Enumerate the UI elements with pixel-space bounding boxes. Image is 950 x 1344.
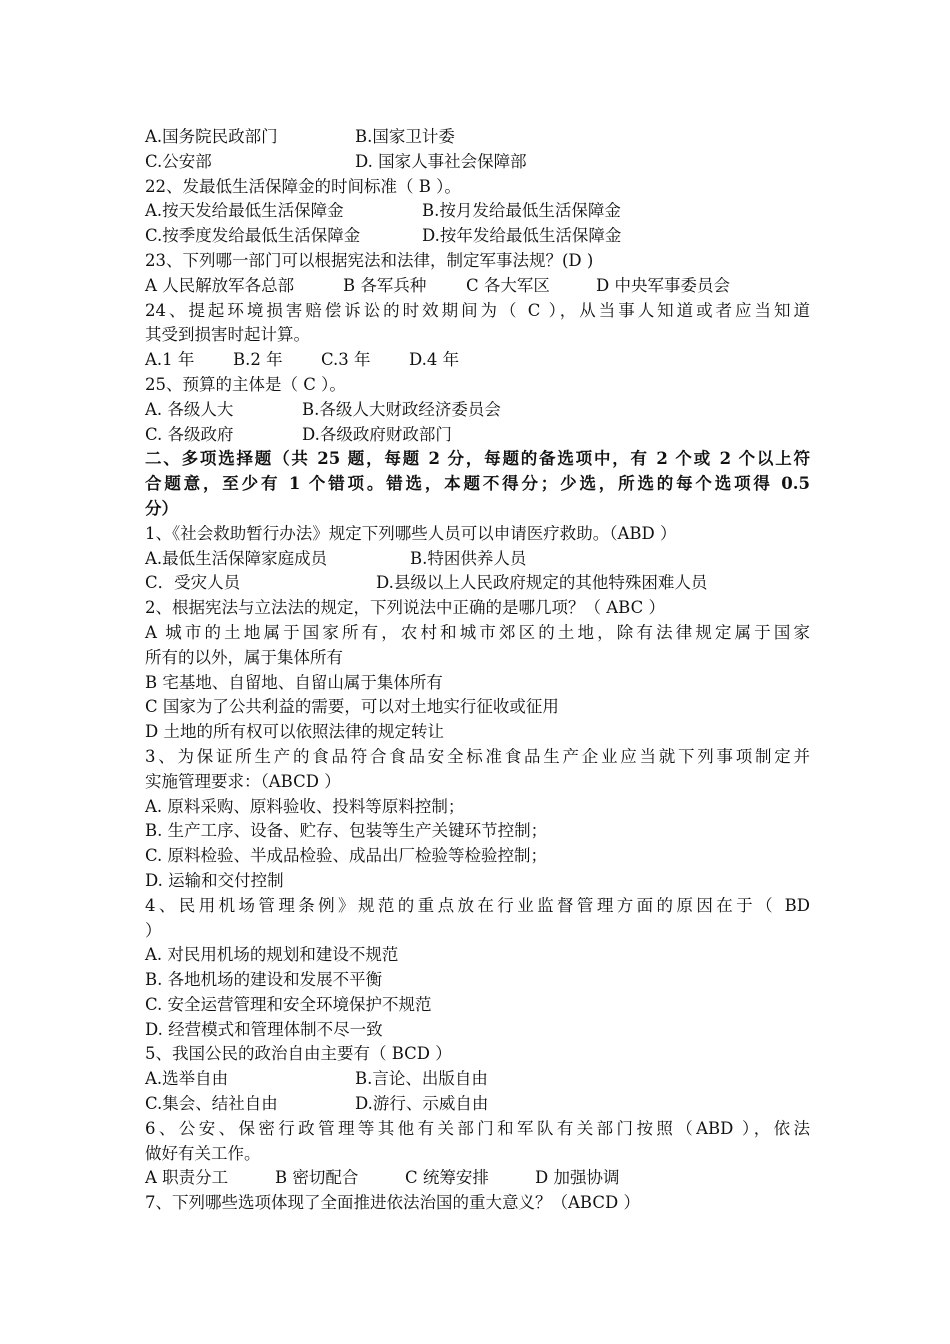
option-item: B.言论、出版自由 bbox=[355, 1069, 488, 1089]
option-row bbox=[145, 398, 810, 423]
text-line: 做好有关工作。 bbox=[145, 1143, 261, 1163]
option-item: C.按季度发给最低生活保障金 bbox=[145, 226, 361, 246]
option-item: A.按天发给最低生活保障金 bbox=[145, 201, 344, 221]
text-line: D 土地的所有权可以依照法律的规定转让 bbox=[145, 722, 444, 742]
option-item: D.各级政府财政部门 bbox=[302, 424, 452, 444]
option-item: B.2 年 bbox=[233, 350, 283, 370]
option-item: B.特困供养人员 bbox=[410, 548, 527, 568]
text-line: 实施管理要求：（ABCD ） bbox=[145, 771, 341, 791]
section-heading-line: 合题意，至少有 1 个错项。错选，本题不得分；少选，所选的每个选项得 0.5 bbox=[145, 474, 810, 494]
text-line: B. 各地机场的建设和发展不平衡 bbox=[145, 970, 383, 990]
section-heading-line: 分） bbox=[145, 498, 178, 518]
option-row bbox=[145, 1067, 810, 1092]
text-line: ） bbox=[145, 920, 162, 940]
document-page bbox=[145, 125, 810, 1216]
text-line: 5、我国公民的政治自由主要有（ BCD ） bbox=[145, 1044, 452, 1064]
option-item: D.按年发给最低生活保障金 bbox=[422, 226, 622, 246]
option-row bbox=[145, 1092, 810, 1117]
option-item: A.选举自由 bbox=[145, 1069, 229, 1089]
option-row bbox=[145, 1166, 810, 1191]
text-line: C 国家为了公共利益的需要，可以对土地实行征收或征用 bbox=[145, 697, 559, 717]
option-item: D.4 年 bbox=[409, 350, 460, 370]
option-item: A 职责分工 bbox=[145, 1168, 229, 1188]
text-line: D. 运输和交付控制 bbox=[145, 870, 284, 890]
option-item: B.国家卫计委 bbox=[355, 127, 455, 146]
text-line: D. 经营模式和管理体制不尽一致 bbox=[145, 1019, 383, 1039]
text-line: 22、发最低生活保障金的时间标准（ B ）。 bbox=[145, 176, 461, 196]
option-item: C．受灾人员 bbox=[145, 573, 241, 593]
text-line: 4、民用机场管理条例》规范的重点放在行业监督管理方面的原因在于（ BD bbox=[145, 895, 810, 915]
section-heading-line: 二、多项选择题（共 25 题，每题 2 分，每题的备选项中，有 2 个或 2 个以上符 bbox=[145, 449, 810, 469]
option-item: A.1 年 bbox=[145, 350, 195, 370]
option-item: D. 国家人事社会保障部 bbox=[355, 151, 527, 171]
text-line: A 城市的土地属于国家所有，农村和城市郊区的土地，除有法律规定属于国家 bbox=[145, 622, 810, 642]
text-line: A. 对民用机场的规划和建设不规范 bbox=[145, 945, 399, 965]
text-line: 24、提起环境损害赔偿诉讼的时效期间为（ C ），从当事人知道或者应当知道 bbox=[145, 300, 810, 320]
option-row bbox=[145, 547, 810, 572]
option-item: A.最低生活保障家庭成员 bbox=[145, 548, 328, 568]
option-row bbox=[145, 274, 810, 299]
option-item: A 人民解放军各总部 bbox=[145, 275, 295, 295]
option-item: A. 各级人大 bbox=[145, 399, 234, 419]
option-item: C.集会、结社自由 bbox=[145, 1094, 278, 1114]
text-line: C. 安全运营管理和安全环境保护不规范 bbox=[145, 994, 432, 1014]
option-row bbox=[145, 224, 810, 249]
text-line: 25、预算的主体是（ C ）。 bbox=[145, 374, 346, 394]
option-item: C. 各级政府 bbox=[145, 424, 234, 444]
text-line: 7、下列哪些选项体现了全面推进依法治国的重大意义？（ABCD ） bbox=[145, 1193, 640, 1213]
option-item: D.游行、示威自由 bbox=[355, 1094, 489, 1114]
option-item: C 各大军区 bbox=[466, 275, 550, 295]
option-row bbox=[145, 199, 810, 224]
text-line: C. 原料检验、半成品检验、成品出厂检验等检验控制； bbox=[145, 846, 548, 866]
option-row bbox=[145, 125, 810, 150]
option-item: C.公安部 bbox=[145, 151, 212, 171]
text-line: 2、根据宪法与立法法的规定，下列说法中正确的是哪几项？（ ABC ） bbox=[145, 598, 665, 618]
text-line: 1、《社会救助暂行办法》规定下列哪些人员可以申请医疗救助。（ABD ） bbox=[145, 523, 677, 543]
text-line: 其受到损害时起计算。 bbox=[145, 325, 310, 345]
text-line: 23、下列哪一部门可以根据宪法和法律，制定军事法规？(D ) bbox=[145, 250, 594, 270]
text-line: 3、为保证所生产的食品符合食品安全标准食品生产企业应当就下列事项制定并 bbox=[145, 746, 810, 766]
option-row bbox=[145, 150, 810, 175]
option-item: C.3 年 bbox=[321, 350, 371, 370]
option-item: B 各军兵种 bbox=[343, 275, 427, 295]
option-row bbox=[145, 571, 810, 596]
text-line: B 宅基地、自留地、自留山属于集体所有 bbox=[145, 672, 443, 692]
option-row bbox=[145, 348, 810, 373]
option-item: B 密切配合 bbox=[275, 1168, 359, 1188]
option-item: D 中央军事委员会 bbox=[596, 275, 730, 295]
option-item: C 统筹安排 bbox=[405, 1168, 489, 1188]
text-line: 所有的以外，属于集体所有 bbox=[145, 647, 343, 667]
option-item: A.国务院民政部门 bbox=[145, 127, 278, 146]
option-row bbox=[145, 423, 810, 448]
option-item: D.县级以上人民政府规定的其他特殊困难人员 bbox=[376, 573, 708, 593]
option-item: D 加强协调 bbox=[535, 1168, 620, 1188]
text-line: A. 原料采购、原料验收、投料等原料控制； bbox=[145, 796, 465, 816]
text-line: B. 生产工序、设备、贮存、包装等生产关键环节控制； bbox=[145, 821, 548, 841]
text-line: 6、公安、保密行政管理等其他有关部门和军队有关部门按照（ABD ），依法 bbox=[145, 1118, 810, 1138]
option-item: B.按月发给最低生活保障金 bbox=[422, 201, 621, 221]
option-item: B.各级人大财政经济委员会 bbox=[302, 399, 501, 419]
